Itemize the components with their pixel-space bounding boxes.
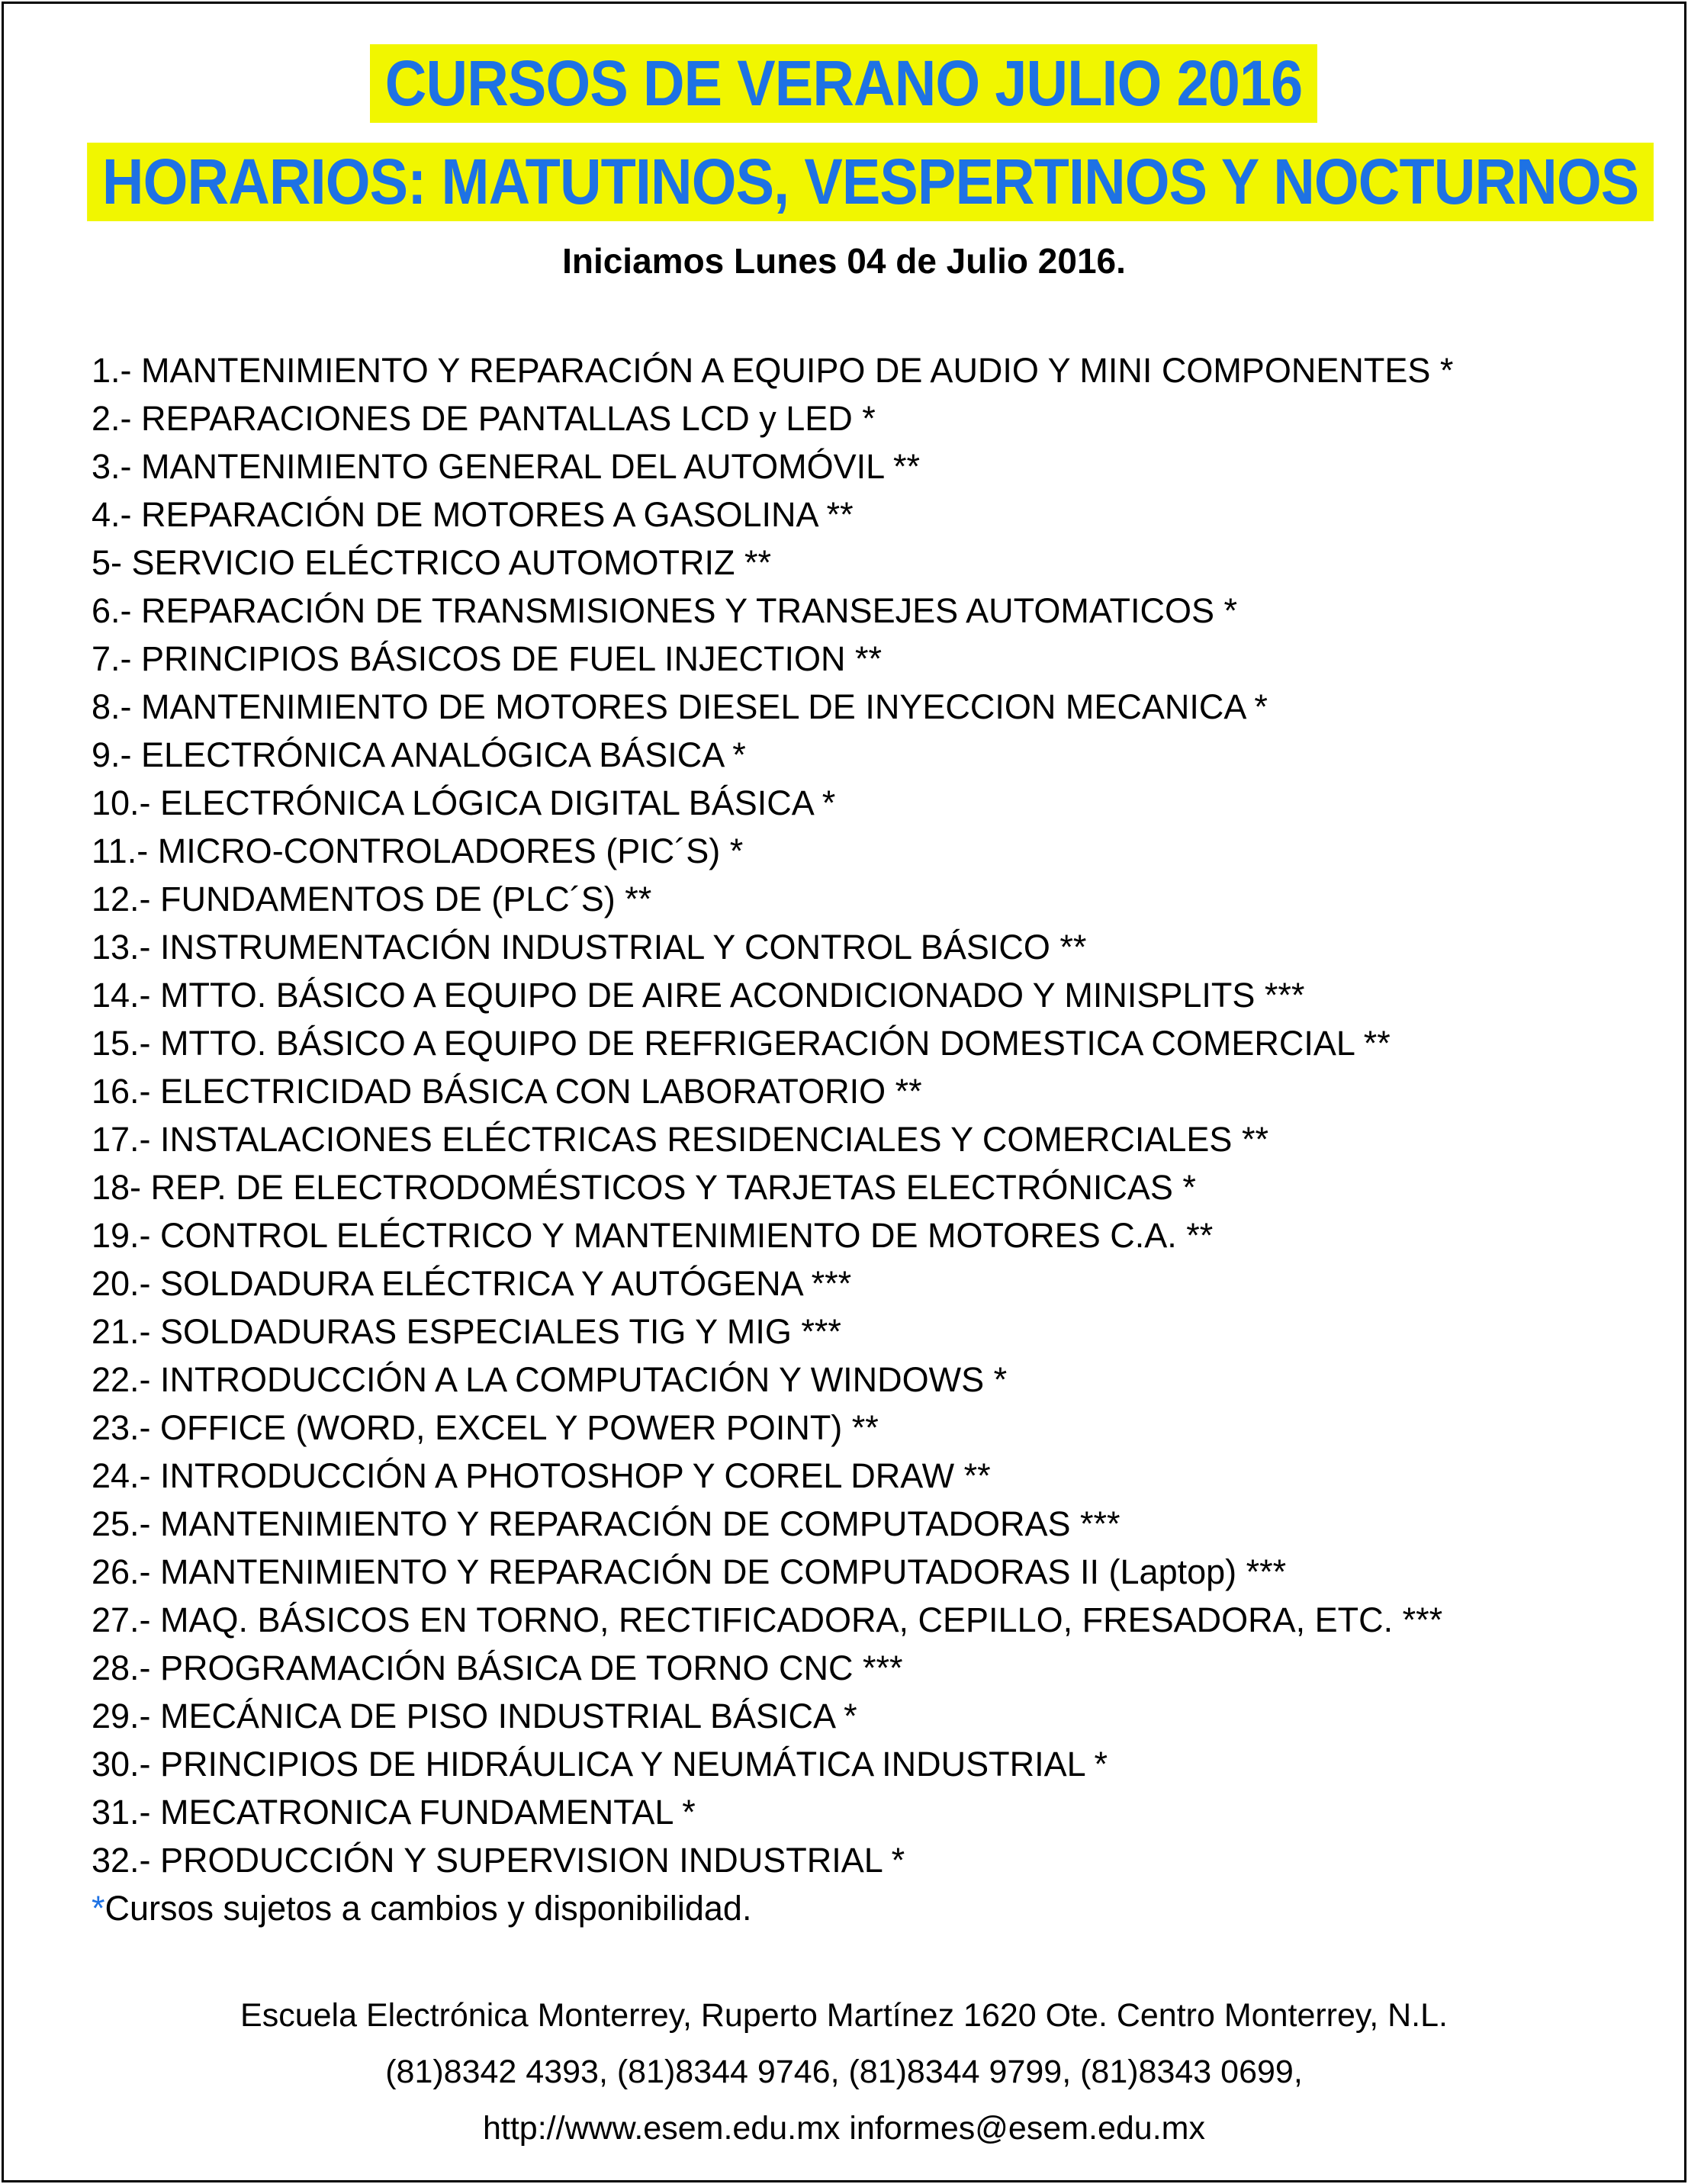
course-item: 24.- INTRODUCCIÓN A PHOTOSHOP Y COREL DRAW ** bbox=[92, 1456, 991, 1496]
course-item: 3.- MANTENIMIENTO GENERAL DEL AUTOMÓVIL ** bbox=[92, 447, 921, 487]
course-item: 30.- PRINCIPIOS DE HIDRÁULICA Y NEUMÁTICA INDUSTRIAL * bbox=[92, 1745, 1108, 1784]
footer-address: Escuela Electrónica Monterrey, Ruperto Martínez 1620 Ote. Centro Monterrey, N.L. bbox=[240, 1997, 1448, 2034]
note-text: Cursos sujetos a cambios y disponibilidad. bbox=[104, 1889, 752, 1928]
title-row-2 bbox=[0, 143, 1688, 221]
course-item: 13.- INSTRUMENTACIÓN INDUSTRIAL Y CONTROL BÁSICO ** bbox=[92, 928, 1087, 967]
course-item: 17.- INSTALACIONES ELÉCTRICAS RESIDENCIALES Y COMERCIALES ** bbox=[92, 1120, 1268, 1160]
course-item: 12.- FUNDAMENTOS DE (PLC´S) ** bbox=[92, 880, 652, 919]
course-item: 10.- ELECTRÓNICA LÓGICA DIGITAL BÁSICA * bbox=[92, 783, 836, 823]
disclaimer-note bbox=[92, 1884, 1688, 1932]
course-item: 6.- REPARACIÓN DE TRANSMISIONES Y TRANSEJES AUTOMATICOS * bbox=[92, 591, 1238, 631]
course-item: 16.- ELECTRICIDAD BÁSICA CON LABORATORIO ** bbox=[92, 1072, 922, 1111]
footer-web-email: http://www.esem.edu.mx informes@esem.edu.mx bbox=[483, 2110, 1205, 2147]
course-item: 7.- PRINCIPIOS BÁSICOS DE FUEL INJECTION ** bbox=[92, 639, 883, 679]
title-row-1 bbox=[0, 44, 1688, 123]
course-item: 11.- MICRO-CONTROLADORES (PIC´S) * bbox=[92, 831, 744, 871]
course-item: 9.- ELECTRÓNICA ANALÓGICA BÁSICA * bbox=[92, 735, 746, 775]
header bbox=[0, 44, 1688, 282]
course-item: 15.- MTTO. BÁSICO A EQUIPO DE REFRIGERACIÓN DOMESTICA COMERCIAL ** bbox=[92, 1024, 1391, 1063]
course-item: 20.- SOLDADURA ELÉCTRICA Y AUTÓGENA *** bbox=[92, 1264, 852, 1304]
course-item: 23.- OFFICE (WORD, EXCEL Y POWER POINT) ** bbox=[92, 1408, 879, 1448]
note-asterisk: * bbox=[92, 1889, 105, 1928]
page-title: CURSOS DE VERANO JULIO 2016 bbox=[370, 44, 1317, 123]
course-list bbox=[92, 346, 1657, 1884]
course-item: 32.- PRODUCCIÓN Y SUPERVISION INDUSTRIAL * bbox=[92, 1841, 905, 1880]
course-item: 1.- MANTENIMIENTO Y REPARACIÓN A EQUIPO DE AUDIO Y MINI COMPONENTES * bbox=[92, 351, 1454, 391]
course-item: 14.- MTTO. BÁSICO A EQUIPO DE AIRE ACONDICIONADO Y MINISPLITS *** bbox=[92, 976, 1305, 1015]
schedule-title: HORARIOS: MATUTINOS, VESPERTINOS Y NOCTURNOS bbox=[87, 143, 1654, 221]
course-item: 18- REP. DE ELECTRODOMÉSTICOS Y TARJETAS ELECTRÓNICAS * bbox=[92, 1168, 1196, 1208]
course-item: 5- SERVICIO ELÉCTRICO AUTOMOTRIZ ** bbox=[92, 543, 771, 583]
course-item: 21.- SOLDADURAS ESPECIALES TIG Y MIG *** bbox=[92, 1312, 841, 1352]
course-item: 8.- MANTENIMIENTO DE MOTORES DIESEL DE INYECCION MECANICA * bbox=[92, 687, 1268, 727]
course-item: 31.- MECATRONICA FUNDAMENTAL * bbox=[92, 1793, 696, 1832]
course-item: 19.- CONTROL ELÉCTRICO Y MANTENIMIENTO DE MOTORES C.A. ** bbox=[92, 1216, 1214, 1256]
course-item: 4.- REPARACIÓN DE MOTORES A GASOLINA ** bbox=[92, 495, 854, 535]
footer bbox=[0, 1987, 1688, 2157]
course-item: 22.- INTRODUCCIÓN A LA COMPUTACIÓN Y WINDOWS * bbox=[92, 1360, 1008, 1400]
footer-phones: (81)8342 4393, (81)8344 9746, (81)8344 9799, (81)8343 0699, bbox=[385, 2054, 1303, 2091]
course-item: 2.- REPARACIONES DE PANTALLAS LCD y LED * bbox=[92, 399, 876, 439]
start-date-line: Iniciamos Lunes 04 de Julio 2016. bbox=[562, 241, 1126, 281]
course-item: 29.- MECÁNICA DE PISO INDUSTRIAL BÁSICA * bbox=[92, 1697, 857, 1736]
course-item: 26.- MANTENIMIENTO Y REPARACIÓN DE COMPUTADORAS II (Laptop) *** bbox=[92, 1552, 1287, 1592]
course-item: 25.- MANTENIMIENTO Y REPARACIÓN DE COMPUTADORAS *** bbox=[92, 1504, 1121, 1544]
course-item: 28.- PROGRAMACIÓN BÁSICA DE TORNO CNC *** bbox=[92, 1648, 903, 1688]
course-item: 27.- MAQ. BÁSICOS EN TORNO, RECTIFICADORA, CEPILLO, FRESADORA, ETC. *** bbox=[92, 1600, 1443, 1640]
